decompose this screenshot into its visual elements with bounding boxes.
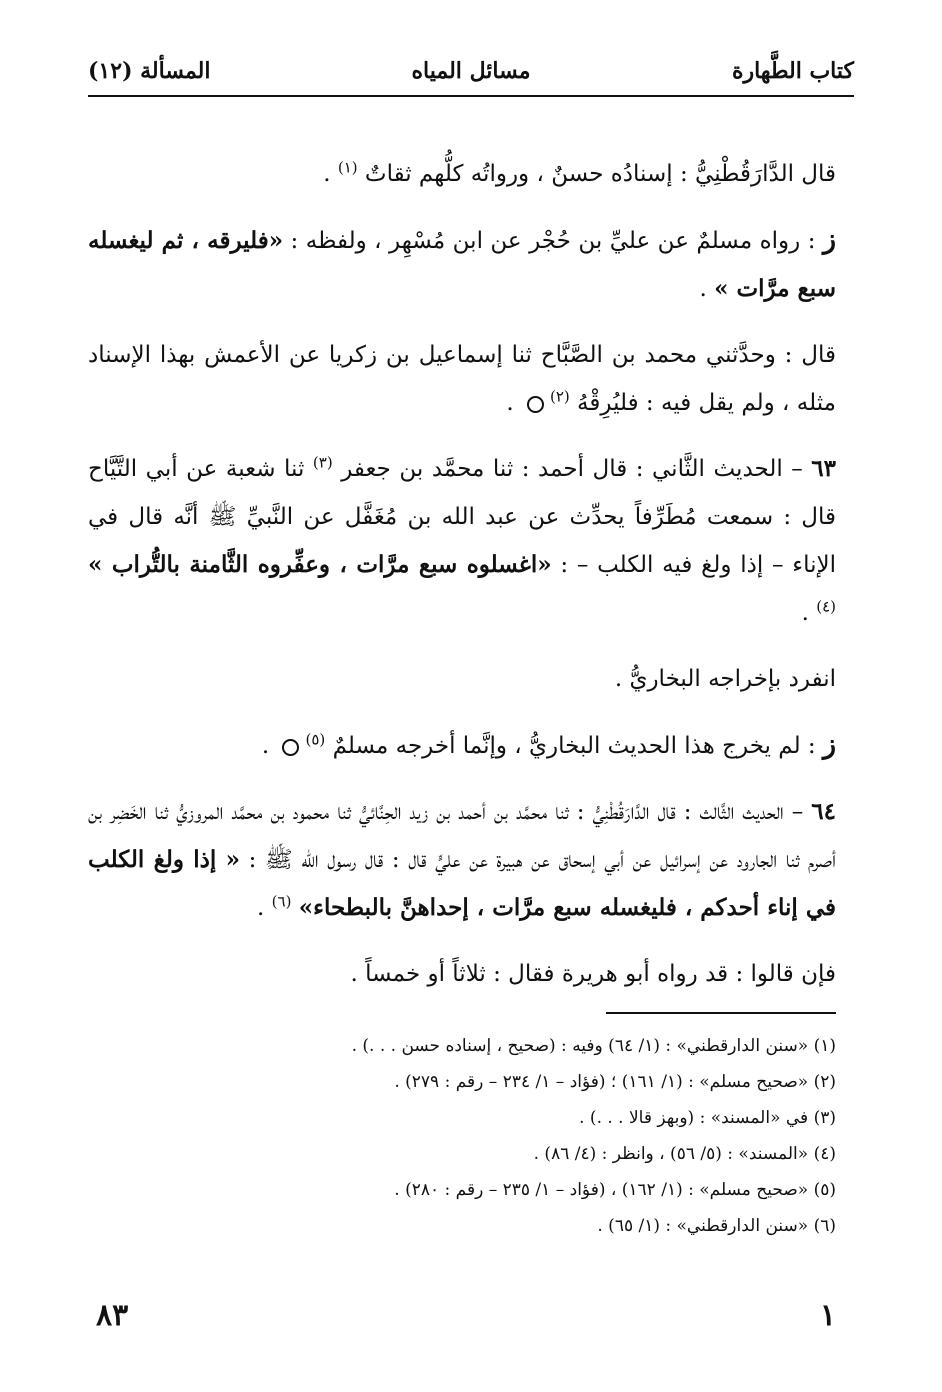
- paragraph-end: .: [323, 161, 338, 187]
- paragraph-text: : رواه مسلمٌ عن عليِّ بن حُجْر عن ابن مُسْهِر ، ولفظه :: [283, 228, 823, 254]
- paragraph-text: فإن قالوا : قد رواه أبو هريرة فقال : ثلاثاً أو خمساً .: [350, 961, 836, 987]
- signature-mark: ١: [819, 1298, 836, 1333]
- end-circle-icon: [282, 739, 299, 756]
- running-header: [88, 58, 854, 92]
- book-title: كتاب الطَّهارة: [731, 58, 854, 84]
- zay-marker: ز: [822, 224, 836, 255]
- paragraph-8: [88, 950, 836, 998]
- paragraph-3: [88, 331, 836, 427]
- footnote-ref: (٤): [816, 597, 836, 616]
- paragraph-2: [88, 216, 836, 313]
- paragraph-text: – الحديث الثَّالث : قال الدَّارَقُطْنِيُّ : ثنا محمَّد بن أحمد بن زيد الحِنَّائيُّ ثنا محمود بن محمَّد المروزيُّ ثنا الخَضِر بن أصرم ثنا الجارود عن إسرائيل عن أبي إسحاق عن هبيرة عن عليٍّ قال : قال رسول الله ﷺ :: [88, 799, 837, 873]
- paragraph-text: قال الدَّارَقُطْنِيُّ : إسنادُه حسنٌ ، ورواتُه كلُّهم ثقاتٌ: [364, 161, 836, 187]
- paragraph-end: .: [801, 600, 817, 626]
- paragraph-4: [88, 445, 836, 637]
- issue-label: المسألة (١٢): [88, 58, 211, 84]
- footnote: (٢) «صحيح مسلم» : (١/ ١٦١) ؛ (فؤاد – ١/ ٢٣٤ – رقم : ٢٧٩) .: [394, 1072, 836, 1092]
- page-number: ٨٣: [96, 1298, 129, 1333]
- end-circle-icon: [527, 396, 544, 413]
- paragraph-end: .: [261, 733, 277, 759]
- hadith-quote: « إذا ولغ الكلب في إناء أحدكم ، فليغسله سبع مرَّات ، إحداهنَّ بالبطحاء»: [88, 846, 836, 921]
- paragraph-1: [88, 150, 836, 198]
- paragraph-7: [88, 788, 836, 932]
- paragraph-6: [88, 721, 836, 770]
- hadith-number: ٦٣: [811, 455, 837, 482]
- paragraph-text: قال : وحدَّثني محمد بن الصَّبَّاح ثنا إسماعيل بن زكريا عن الأعمش بهذا الإسناد مثله ، ولم يقل فيه : فليُرِقْهُ: [88, 342, 836, 416]
- hadith-quote: «اغسلوه سبع مرَّات ، وعفِّروه الثَّامنة بالتُّراب »: [88, 551, 552, 578]
- main-text: [88, 150, 836, 1016]
- paragraph-5: [88, 655, 836, 703]
- hadith-quote: «فليرقه ، ثم ليغسله سبع مرَّات »: [88, 227, 836, 302]
- paragraph-text: – الحديث الثَّاني : قال أحمد : ثنا محمَّد بن جعفر: [341, 456, 812, 482]
- paragraph-text-continued: ثنا شعبة عن أبي التَّيَّاح قال : سمعت مُطَرِّفاً يحدِّث عن عبد الله بن مُغَفَّل عن النَّبيِّ ﷺ أنَّه قال في الإناء – إذا ولغ فيه الكلب – :: [88, 456, 836, 578]
- paragraph-text: : لم يخرج هذا الحديث البخاريُّ ، وإنَّما أخرجه مسلمٌ: [332, 733, 823, 759]
- paragraph-end: .: [506, 390, 521, 416]
- header-rule: [88, 95, 854, 97]
- footnote-ref: (٣): [312, 453, 333, 472]
- chapter-title: مسائل المياه: [411, 58, 531, 84]
- footnote-ref: (١): [337, 158, 358, 177]
- footnote-ref: (٦): [271, 892, 292, 911]
- footnote: (٤) «المسند» : (٥/ ٥٦) ، وانظر : (٤/ ٨٦) .: [533, 1144, 836, 1164]
- footnote: (١) «سنن الدارقطني» : (١/ ٦٤) وفيه : (صحيح ، إسناده حسن . . .) .: [351, 1036, 836, 1056]
- footnote: (٥) «صحيح مسلم» : (١/ ١٦٢) ، (فؤاد – ١/ ٢٣٥ – رقم : ٢٨٠) .: [394, 1180, 836, 1200]
- footnote-rule: [606, 1012, 836, 1014]
- footnote-ref: (٥): [305, 730, 326, 749]
- footnote: (٣) في «المسند» : (وبهز قالا . . .) .: [579, 1108, 836, 1128]
- zay-marker: ز: [822, 729, 836, 760]
- footnotes: [88, 1028, 836, 1244]
- paragraph-end: .: [257, 895, 272, 921]
- footnote: (٦) «سنن الدارقطني» : (١/ ٦٥) .: [597, 1216, 836, 1236]
- hadith-number: ٦٤: [811, 798, 836, 825]
- paragraph-end: .: [699, 276, 715, 302]
- paragraph-text: انفرد بإخراجه البخاريُّ .: [614, 666, 836, 692]
- footnote-ref: (٢): [549, 387, 570, 406]
